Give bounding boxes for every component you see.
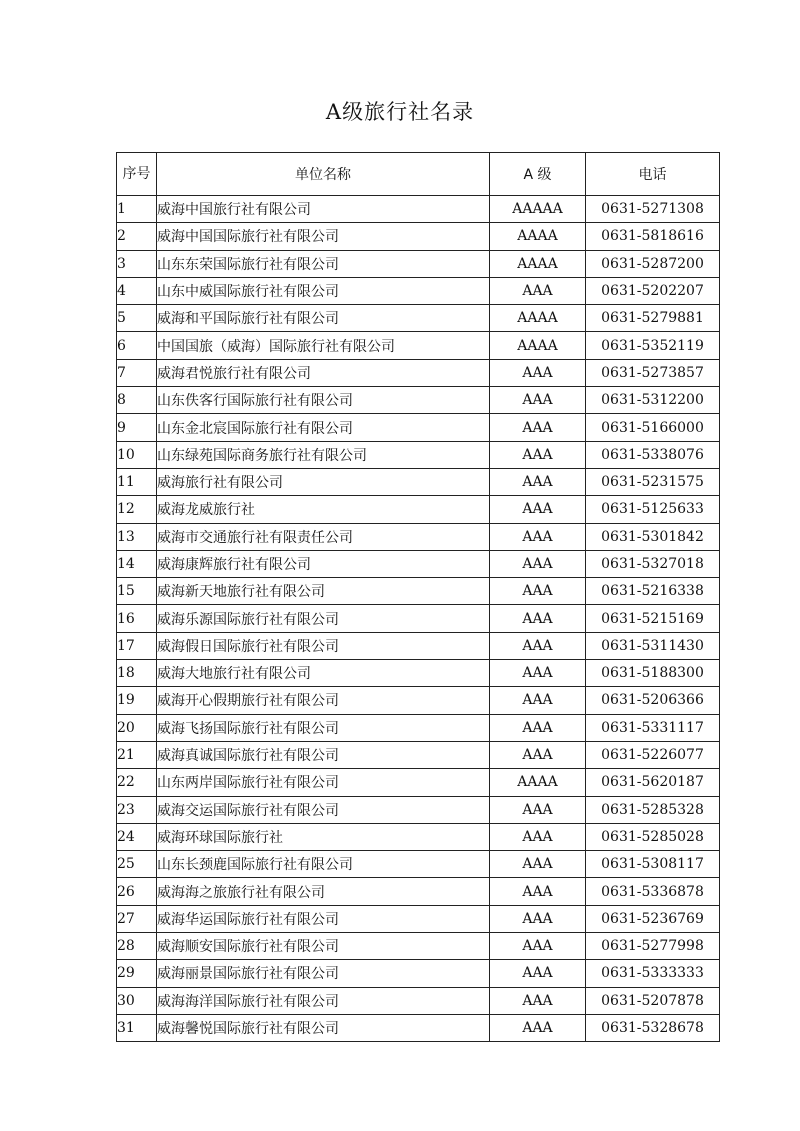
serial-number-cell: 11 bbox=[117, 468, 157, 495]
serial-number-cell: 9 bbox=[117, 414, 157, 441]
serial-number-cell: 7 bbox=[117, 359, 157, 386]
serial-number-cell: 23 bbox=[117, 796, 157, 823]
table-row bbox=[117, 578, 720, 605]
agency-name-cell: 山东东荣国际旅行社有限公司 bbox=[157, 250, 490, 277]
phone-cell: 0631-5352119 bbox=[586, 332, 720, 359]
table-row bbox=[117, 960, 720, 987]
agency-name-cell: 威海海洋国际旅行社有限公司 bbox=[157, 987, 490, 1014]
phone-cell: 0631-5236769 bbox=[586, 905, 720, 932]
grade-cell: AAA bbox=[490, 605, 586, 632]
grade-cell: AAA bbox=[490, 741, 586, 768]
agency-name-cell: 威海开心假期旅行社有限公司 bbox=[157, 687, 490, 714]
agency-name-cell: 威海海之旅旅行社有限公司 bbox=[157, 878, 490, 905]
grade-cell: AAA bbox=[490, 359, 586, 386]
phone-cell: 0631-5285028 bbox=[586, 823, 720, 850]
serial-number-cell: 1 bbox=[117, 196, 157, 223]
table-row bbox=[117, 878, 720, 905]
table-row bbox=[117, 359, 720, 386]
phone-cell: 0631-5287200 bbox=[586, 250, 720, 277]
serial-number-cell: 19 bbox=[117, 687, 157, 714]
serial-number-cell: 4 bbox=[117, 277, 157, 304]
phone-cell: 0631-5818616 bbox=[586, 223, 720, 250]
serial-number-cell: 5 bbox=[117, 305, 157, 332]
table-row bbox=[117, 796, 720, 823]
grade-cell: AAA bbox=[490, 414, 586, 441]
agency-name-cell: 威海中国旅行社有限公司 bbox=[157, 196, 490, 223]
serial-number-cell: 20 bbox=[117, 714, 157, 741]
grade-cell: AAA bbox=[490, 632, 586, 659]
table-row bbox=[117, 660, 720, 687]
header-serial-number: 序号 bbox=[117, 153, 157, 196]
grade-cell: AAA bbox=[490, 796, 586, 823]
serial-number-cell: 21 bbox=[117, 741, 157, 768]
phone-cell: 0631-5327018 bbox=[586, 550, 720, 577]
agency-name-cell: 威海假日国际旅行社有限公司 bbox=[157, 632, 490, 659]
agency-name-cell: 威海乐源国际旅行社有限公司 bbox=[157, 605, 490, 632]
serial-number-cell: 13 bbox=[117, 523, 157, 550]
serial-number-cell: 16 bbox=[117, 605, 157, 632]
grade-cell: AAA bbox=[490, 523, 586, 550]
table-row bbox=[117, 414, 720, 441]
table-row bbox=[117, 387, 720, 414]
serial-number-cell: 18 bbox=[117, 660, 157, 687]
phone-cell: 0631-5215169 bbox=[586, 605, 720, 632]
agency-name-cell: 威海市交通旅行社有限责任公司 bbox=[157, 523, 490, 550]
phone-cell: 0631-5125633 bbox=[586, 496, 720, 523]
table-row bbox=[117, 223, 720, 250]
agency-name-cell: 山东绿苑国际商务旅行社有限公司 bbox=[157, 441, 490, 468]
table-row bbox=[117, 605, 720, 632]
table-header-row bbox=[117, 153, 720, 196]
agency-name-cell: 山东长颈鹿国际旅行社有限公司 bbox=[157, 851, 490, 878]
grade-cell: AAA bbox=[490, 1014, 586, 1041]
serial-number-cell: 17 bbox=[117, 632, 157, 659]
table-row bbox=[117, 741, 720, 768]
grade-cell: AAA bbox=[490, 905, 586, 932]
grade-cell: AAAA bbox=[490, 250, 586, 277]
agency-name-cell: 威海飞扬国际旅行社有限公司 bbox=[157, 714, 490, 741]
serial-number-cell: 2 bbox=[117, 223, 157, 250]
agency-name-cell: 威海康辉旅行社有限公司 bbox=[157, 550, 490, 577]
phone-cell: 0631-5301842 bbox=[586, 523, 720, 550]
table-row bbox=[117, 496, 720, 523]
header-grade: A 级 bbox=[490, 153, 586, 196]
table-row bbox=[117, 305, 720, 332]
agency-name-cell: 威海顺安国际旅行社有限公司 bbox=[157, 933, 490, 960]
grade-cell: AAA bbox=[490, 687, 586, 714]
table-row bbox=[117, 523, 720, 550]
grade-cell: AAA bbox=[490, 878, 586, 905]
table-body bbox=[117, 196, 720, 1042]
phone-cell: 0631-5226077 bbox=[586, 741, 720, 768]
serial-number-cell: 22 bbox=[117, 769, 157, 796]
agency-name-cell: 威海交运国际旅行社有限公司 bbox=[157, 796, 490, 823]
grade-cell: AAAA bbox=[490, 332, 586, 359]
agency-name-cell: 威海环球国际旅行社 bbox=[157, 823, 490, 850]
agency-name-cell: 威海大地旅行社有限公司 bbox=[157, 660, 490, 687]
page-title: A级旅行社名录 bbox=[325, 100, 475, 124]
agency-name-cell: 威海真诚国际旅行社有限公司 bbox=[157, 741, 490, 768]
phone-cell: 0631-5166000 bbox=[586, 414, 720, 441]
serial-number-cell: 8 bbox=[117, 387, 157, 414]
serial-number-cell: 30 bbox=[117, 987, 157, 1014]
grade-cell: AAA bbox=[490, 441, 586, 468]
table-row bbox=[117, 250, 720, 277]
table-row bbox=[117, 468, 720, 495]
phone-cell: 0631-5308117 bbox=[586, 851, 720, 878]
agency-name-cell: 山东金北宸国际旅行社有限公司 bbox=[157, 414, 490, 441]
grade-cell: AAA bbox=[490, 660, 586, 687]
phone-cell: 0631-5285328 bbox=[586, 796, 720, 823]
phone-cell: 0631-5338076 bbox=[586, 441, 720, 468]
agency-name-cell: 威海中国国际旅行社有限公司 bbox=[157, 223, 490, 250]
table-row bbox=[117, 277, 720, 304]
phone-cell: 0631-5216338 bbox=[586, 578, 720, 605]
agency-name-cell: 威海旅行社有限公司 bbox=[157, 468, 490, 495]
serial-number-cell: 27 bbox=[117, 905, 157, 932]
phone-cell: 0631-5207878 bbox=[586, 987, 720, 1014]
table-row bbox=[117, 823, 720, 850]
table-row bbox=[117, 851, 720, 878]
agency-name-cell: 威海丽景国际旅行社有限公司 bbox=[157, 960, 490, 987]
phone-cell: 0631-5279881 bbox=[586, 305, 720, 332]
agency-name-cell: 威海新天地旅行社有限公司 bbox=[157, 578, 490, 605]
grade-cell: AAAA bbox=[490, 223, 586, 250]
table-row bbox=[117, 196, 720, 223]
serial-number-cell: 25 bbox=[117, 851, 157, 878]
serial-number-cell: 29 bbox=[117, 960, 157, 987]
phone-cell: 0631-5206366 bbox=[586, 687, 720, 714]
grade-cell: AAA bbox=[490, 714, 586, 741]
phone-cell: 0631-5328678 bbox=[586, 1014, 720, 1041]
grade-cell: AAAA bbox=[490, 305, 586, 332]
agency-name-cell: 威海馨悦国际旅行社有限公司 bbox=[157, 1014, 490, 1041]
table-row bbox=[117, 550, 720, 577]
table-row bbox=[117, 905, 720, 932]
serial-number-cell: 28 bbox=[117, 933, 157, 960]
phone-cell: 0631-5333333 bbox=[586, 960, 720, 987]
agency-name-cell: 山东两岸国际旅行社有限公司 bbox=[157, 769, 490, 796]
serial-number-cell: 3 bbox=[117, 250, 157, 277]
table-row bbox=[117, 687, 720, 714]
grade-cell: AAA bbox=[490, 550, 586, 577]
grade-cell: AAA bbox=[490, 578, 586, 605]
grade-cell: AAA bbox=[490, 496, 586, 523]
phone-cell: 0631-5336878 bbox=[586, 878, 720, 905]
header-phone: 电话 bbox=[586, 153, 720, 196]
table-row bbox=[117, 769, 720, 796]
agency-name-cell: 山东中威国际旅行社有限公司 bbox=[157, 277, 490, 304]
table-row bbox=[117, 933, 720, 960]
table-row bbox=[117, 441, 720, 468]
phone-cell: 0631-5620187 bbox=[586, 769, 720, 796]
grade-cell: AAA bbox=[490, 277, 586, 304]
serial-number-cell: 24 bbox=[117, 823, 157, 850]
grade-cell: AAAA bbox=[490, 769, 586, 796]
serial-number-cell: 12 bbox=[117, 496, 157, 523]
phone-cell: 0631-5331117 bbox=[586, 714, 720, 741]
phone-cell: 0631-5231575 bbox=[586, 468, 720, 495]
agency-name-cell: 威海华运国际旅行社有限公司 bbox=[157, 905, 490, 932]
agency-name-cell: 威海龙威旅行社 bbox=[157, 496, 490, 523]
grade-cell: AAA bbox=[490, 468, 586, 495]
phone-cell: 0631-5311430 bbox=[586, 632, 720, 659]
grade-cell: AAA bbox=[490, 387, 586, 414]
grade-cell: AAA bbox=[490, 960, 586, 987]
grade-cell: AAAAA bbox=[490, 196, 586, 223]
serial-number-cell: 6 bbox=[117, 332, 157, 359]
table-row bbox=[117, 714, 720, 741]
grade-cell: AAA bbox=[490, 987, 586, 1014]
agency-name-cell: 威海君悦旅行社有限公司 bbox=[157, 359, 490, 386]
phone-cell: 0631-5277998 bbox=[586, 933, 720, 960]
table-row bbox=[117, 987, 720, 1014]
serial-number-cell: 15 bbox=[117, 578, 157, 605]
phone-cell: 0631-5188300 bbox=[586, 660, 720, 687]
serial-number-cell: 14 bbox=[117, 550, 157, 577]
serial-number-cell: 26 bbox=[117, 878, 157, 905]
serial-number-cell: 31 bbox=[117, 1014, 157, 1041]
phone-cell: 0631-5312200 bbox=[586, 387, 720, 414]
phone-cell: 0631-5273857 bbox=[586, 359, 720, 386]
phone-cell: 0631-5202207 bbox=[586, 277, 720, 304]
grade-cell: AAA bbox=[490, 823, 586, 850]
serial-number-cell: 10 bbox=[117, 441, 157, 468]
agency-table bbox=[116, 152, 720, 1042]
header-agency-name: 单位名称 bbox=[157, 153, 490, 196]
table-row bbox=[117, 1014, 720, 1041]
table-row bbox=[117, 332, 720, 359]
phone-cell: 0631-5271308 bbox=[586, 196, 720, 223]
agency-name-cell: 山东佚客行国际旅行社有限公司 bbox=[157, 387, 490, 414]
grade-cell: AAA bbox=[490, 933, 586, 960]
grade-cell: AAA bbox=[490, 851, 586, 878]
table-row bbox=[117, 632, 720, 659]
agency-name-cell: 中国国旅（威海）国际旅行社有限公司 bbox=[157, 332, 490, 359]
agency-name-cell: 威海和平国际旅行社有限公司 bbox=[157, 305, 490, 332]
